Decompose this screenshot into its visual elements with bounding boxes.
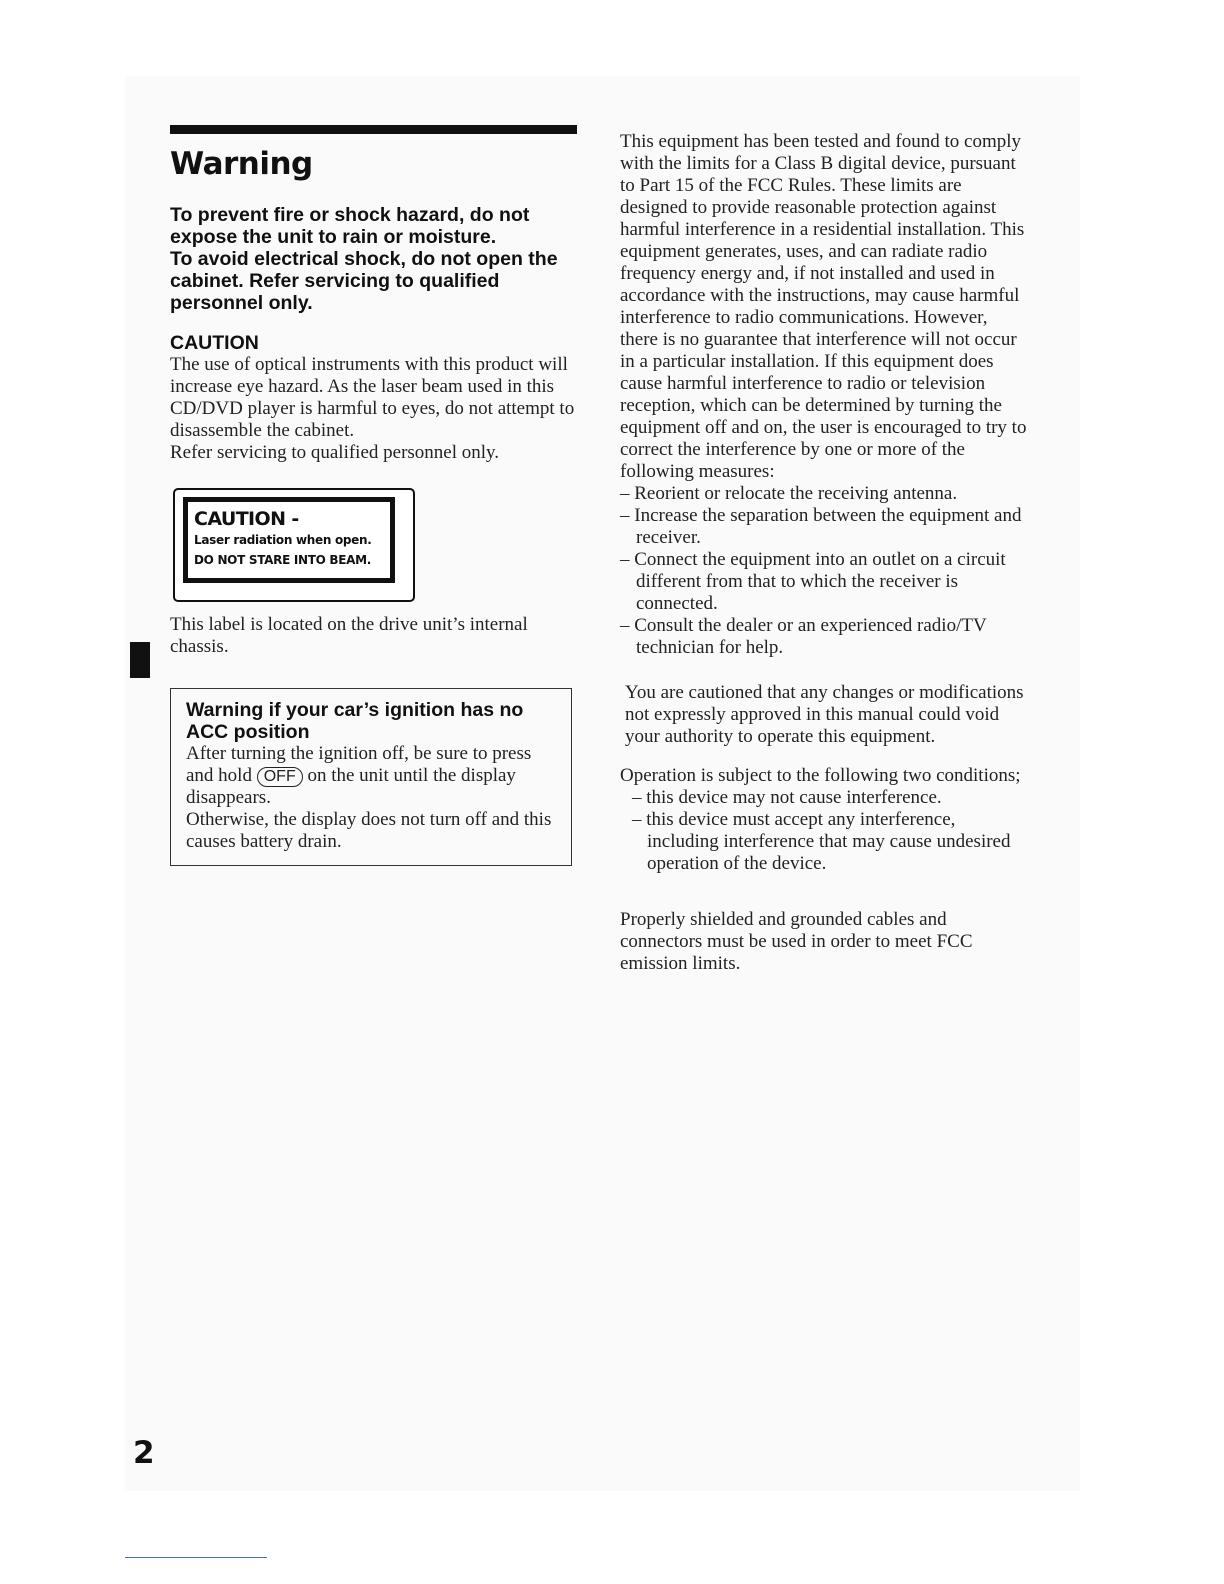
- left-column: [170, 125, 580, 866]
- operation-intro: Operation is subject to the following two conditions;: [620, 765, 1021, 786]
- list-item: – Increase the separation between the equipment and receiver.: [620, 505, 1022, 548]
- caution-text: The use of optical instruments with this product will increase eye hazard. As the laser beam used in this CD/DVD player is harmful to eyes, do not attempt to disassemble the cabinet.: [170, 354, 575, 441]
- section-marker: [130, 642, 150, 678]
- hazard-line-1: To prevent fire or shock hazard, do not expose the unit to rain or moisture.: [170, 204, 530, 248]
- list-item: – Consult the dealer or an experienced radio/TV technician for help.: [620, 615, 987, 658]
- page-title: Warning: [170, 146, 313, 182]
- label-location-note: This label is located on the drive unit’s internal chassis.: [170, 614, 528, 657]
- hazard-warning: [170, 204, 580, 314]
- fcc-paragraph: This equipment has been tested and found to comply with the limits for a Class B digital device, pursuant to Part 15 of the FCC Rules. These limits are designed to provide reasonable protection against harmful interference in a residential installation. This equipment generates, uses, and can radiate radio frequency energy and, if not installed and used in accordance with the instructions, may cause harmful interference to radio communications. However, there is no guarantee that interference will not occur in a particular installation. If this equipment does cause harmful interference to radio or television reception, which can be determined by turning the equipment off and on, the user is encouraged to try to correct the interference by one or more of the following measures:: [620, 131, 1027, 482]
- hazard-line-2: To avoid electrical shock, do not open the cabinet. Refer servicing to qualified personnel only.: [170, 248, 558, 314]
- ignition-text-after: on the unit until the display disappears.: [186, 765, 516, 808]
- list-item: – this device must accept any interference, including interference that may cause undesired operation of the device.: [632, 809, 1011, 874]
- ignition-warning-box: [170, 688, 572, 866]
- ignition-text: [186, 743, 559, 809]
- page-number: 2: [133, 1435, 154, 1471]
- caution-heading: CAUTION: [170, 332, 259, 354]
- conditions-list: [620, 787, 1030, 875]
- laser-label-title: CAUTION -: [194, 508, 299, 530]
- laser-label-line-2: DO NOT STARE INTO BEAM.: [194, 553, 372, 567]
- changes-caution: You are cautioned that any changes or modifications not expressly approved in this manual could void your authority to operate this equipment.: [625, 682, 1024, 747]
- laser-label-line-1: Laser radiation when open.: [194, 533, 372, 547]
- caution-refer: Refer servicing to qualified personnel only.: [170, 442, 500, 463]
- title-rule: [170, 125, 577, 134]
- footer-rule: [125, 1557, 267, 1558]
- list-item: – Reorient or relocate the receiving antenna.: [620, 483, 958, 504]
- right-column: [620, 131, 1030, 975]
- off-key-icon: OFF: [257, 767, 303, 787]
- ignition-text-before: After turning the ignition off, be sure to press and hold: [186, 743, 532, 786]
- list-item: – this device may not cause interference.: [632, 787, 942, 808]
- list-item: – Connect the equipment into an outlet on a circuit different from that to which the receiver is connected.: [620, 549, 1006, 614]
- shielded-cables-note: Properly shielded and grounded cables and connectors must be used in order to meet FCC emission limits.: [620, 909, 973, 974]
- ignition-heading: Warning if your car’s ignition has no ACC position: [186, 699, 524, 743]
- measures-list: [620, 483, 1030, 659]
- ignition-text-2: Otherwise, the display does not turn off and this causes battery drain.: [186, 809, 552, 852]
- laser-label: [173, 488, 415, 602]
- laser-label-inner: [183, 497, 395, 583]
